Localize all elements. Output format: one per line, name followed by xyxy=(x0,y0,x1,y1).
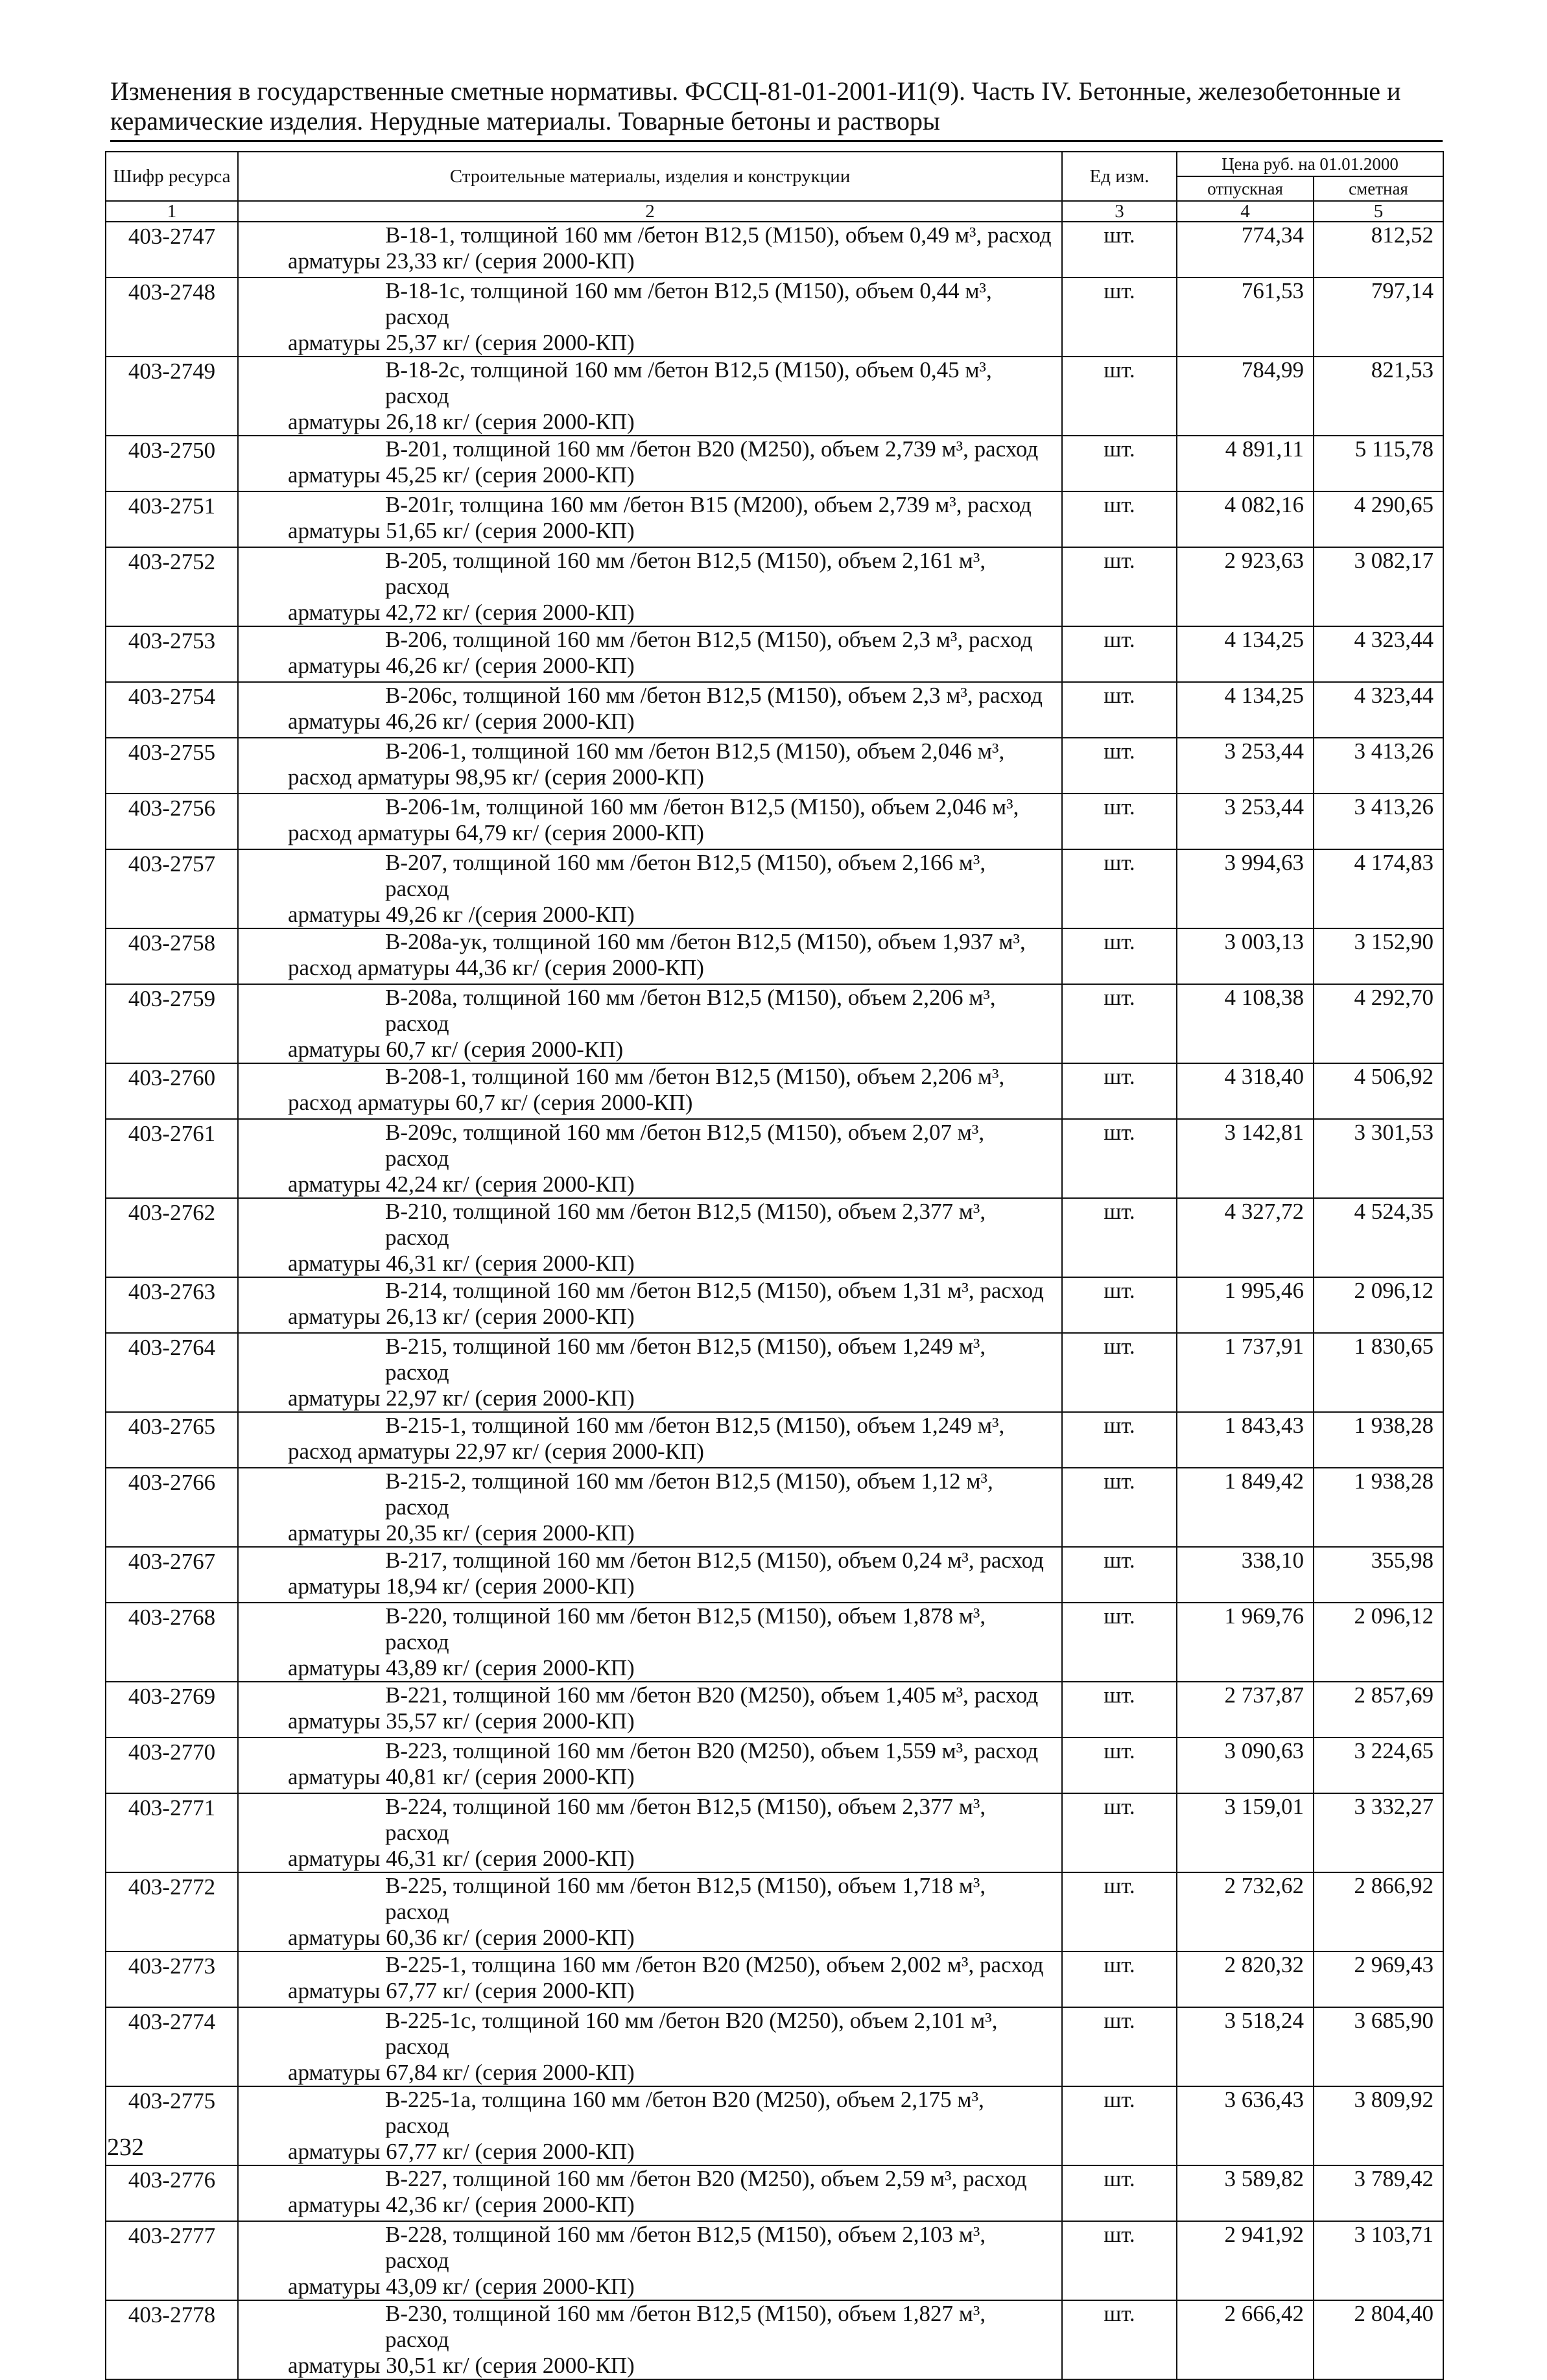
unit-of-measure: шт. xyxy=(1062,1333,1177,1412)
table-row xyxy=(106,928,1443,984)
description-line-2: арматуры 35,57 кг/ (серия 2000-КП) xyxy=(288,1708,635,1734)
resource-code: 403-2767 xyxy=(106,1547,238,1603)
unit-of-measure: шт. xyxy=(1062,2007,1177,2086)
resource-code: 403-2763 xyxy=(106,1277,238,1333)
table-row xyxy=(106,682,1443,738)
price-release: 774,34 xyxy=(1177,222,1314,277)
price-estimate: 3 082,17 xyxy=(1314,547,1443,626)
resource-code: 403-2751 xyxy=(106,491,238,547)
resource-code: 403-2774 xyxy=(106,2007,238,2086)
description-line-1: В-215-2, толщиной 160 мм /бетон В12,5 (М150), объем 1,12 м³, расход xyxy=(385,1468,993,1520)
price-estimate: 4 174,83 xyxy=(1314,849,1443,928)
unit-of-measure: шт. xyxy=(1062,357,1177,436)
column-number-row xyxy=(106,201,1443,222)
price-release: 2 737,87 xyxy=(1177,1682,1314,1738)
description-line-2: арматуры 42,72 кг/ (серия 2000-КП) xyxy=(288,600,635,625)
price-release: 2 820,32 xyxy=(1177,1951,1314,2007)
description-line-1: В-206, толщиной 160 мм /бетон В12,5 (М150), объем 2,3 м³, расход xyxy=(385,627,1033,652)
resource-code: 403-2762 xyxy=(106,1198,238,1277)
resource-code: 403-2750 xyxy=(106,436,238,491)
header-price-group: Цена руб. на 01.01.2000 xyxy=(1177,152,1443,176)
description-line-1: В-18-1с, толщиной 160 мм /бетон В12,5 (М150), объем 0,44 м³, расход xyxy=(385,278,992,329)
table-row xyxy=(106,1951,1443,2007)
table-row xyxy=(106,2165,1443,2221)
price-estimate: 3 152,90 xyxy=(1314,928,1443,984)
table-row xyxy=(106,2086,1443,2165)
resource-description xyxy=(238,1793,1062,1872)
resource-description xyxy=(238,928,1062,984)
price-estimate: 4 292,70 xyxy=(1314,984,1443,1063)
description-line-2: арматуры 45,25 кг/ (серия 2000-КП) xyxy=(288,462,635,488)
resource-code: 403-2772 xyxy=(106,1872,238,1951)
description-line-2: арматуры 51,65 кг/ (серия 2000-КП) xyxy=(288,518,635,543)
description-line-2: арматуры 26,18 кг/ (серия 2000-КП) xyxy=(288,409,635,434)
unit-of-measure: шт. xyxy=(1062,794,1177,849)
price-estimate: 3 685,90 xyxy=(1314,2007,1443,2086)
price-estimate: 3 809,92 xyxy=(1314,2086,1443,2165)
price-release: 1 843,43 xyxy=(1177,1412,1314,1468)
unit-of-measure: шт. xyxy=(1062,1198,1177,1277)
page-title: Изменения в государственные сметные нормативы. ФССЦ-81-01-2001-И1(9). Часть IV. Бетонные, железобетонные и керамические изделия. Нерудные материалы. Товарные бетоны и растворы xyxy=(110,77,1401,135)
description-line-2: расход арматуры 98,95 кг/ (серия 2000-КП) xyxy=(288,764,704,790)
table-row xyxy=(106,1119,1443,1198)
description-line-2: арматуры 60,36 кг/ (серия 2000-КП) xyxy=(288,1925,635,1950)
unit-of-measure: шт. xyxy=(1062,547,1177,626)
description-line-1: В-207, толщиной 160 мм /бетон В12,5 (М150), объем 2,166 м³, расход xyxy=(385,850,986,901)
price-release: 761,53 xyxy=(1177,277,1314,357)
description-line-2: арматуры 43,09 кг/ (серия 2000-КП) xyxy=(288,2274,635,2299)
price-release: 4 108,38 xyxy=(1177,984,1314,1063)
resource-code: 403-2747 xyxy=(106,222,238,277)
resource-description xyxy=(238,547,1062,626)
unit-of-measure: шт. xyxy=(1062,738,1177,794)
resource-code: 403-2756 xyxy=(106,794,238,849)
description-line-1: В-228, толщиной 160 мм /бетон В12,5 (М150), объем 2,103 м³, расход xyxy=(385,2222,986,2273)
header-price-estimate: сметная xyxy=(1314,176,1443,201)
price-release: 338,10 xyxy=(1177,1547,1314,1603)
resource-description xyxy=(238,2221,1062,2300)
price-estimate: 5 115,78 xyxy=(1314,436,1443,491)
page-number: 232 xyxy=(107,2134,144,2161)
resource-code: 403-2778 xyxy=(106,2300,238,2379)
description-line-2: арматуры 60,7 кг/ (серия 2000-КП) xyxy=(288,1037,624,1062)
description-line-1: В-223, толщиной 160 мм /бетон В20 (М250), объем 1,559 м³, расход xyxy=(385,1738,1039,1763)
price-estimate: 1 938,28 xyxy=(1314,1468,1443,1547)
resource-description xyxy=(238,2007,1062,2086)
description-line-1: В-225, толщиной 160 мм /бетон В12,5 (М150), объем 1,718 м³, расход xyxy=(385,1873,986,1924)
description-line-2: арматуры 40,81 кг/ (серия 2000-КП) xyxy=(288,1764,635,1789)
unit-of-measure: шт. xyxy=(1062,1603,1177,1682)
price-release: 3 253,44 xyxy=(1177,738,1314,794)
price-estimate: 3 413,26 xyxy=(1314,794,1443,849)
description-line-1: В-220, толщиной 160 мм /бетон В12,5 (М150), объем 1,878 м³, расход xyxy=(385,1603,986,1655)
table-row xyxy=(106,222,1443,277)
resource-code: 403-2749 xyxy=(106,357,238,436)
price-estimate: 355,98 xyxy=(1314,1547,1443,1603)
description-line-1: В-201, толщиной 160 мм /бетон В20 (М250), объем 2,739 м³, расход xyxy=(385,436,1039,462)
price-release: 3 142,81 xyxy=(1177,1119,1314,1198)
description-line-2: арматуры 26,13 кг/ (серия 2000-КП) xyxy=(288,1304,635,1329)
column-number: 3 xyxy=(1062,201,1177,222)
column-number: 1 xyxy=(106,201,238,222)
description-line-2: расход арматуры 60,7 кг/ (серия 2000-КП) xyxy=(288,1090,693,1115)
header-unit: Ед изм. xyxy=(1062,152,1177,201)
table-row xyxy=(106,1198,1443,1277)
table-row xyxy=(106,849,1443,928)
table-row xyxy=(106,357,1443,436)
column-number: 5 xyxy=(1314,201,1443,222)
description-line-2: расход арматуры 44,36 кг/ (серия 2000-КП) xyxy=(288,955,704,980)
price-estimate: 4 290,65 xyxy=(1314,491,1443,547)
description-line-2: арматуры 30,51 кг/ (серия 2000-КП) xyxy=(288,2353,635,2378)
price-estimate: 3 789,42 xyxy=(1314,2165,1443,2221)
description-line-1: В-215-1, толщиной 160 мм /бетон В12,5 (М150), объем 1,249 м³, xyxy=(385,1413,1005,1438)
price-release: 1 995,46 xyxy=(1177,1277,1314,1333)
description-line-1: В-230, толщиной 160 мм /бетон В12,5 (М150), объем 1,827 м³, расход xyxy=(385,2301,986,2352)
table-row xyxy=(106,1793,1443,1872)
unit-of-measure: шт. xyxy=(1062,1872,1177,1951)
description-line-1: В-208а-ук, толщиной 160 мм /бетон В12,5 (М150), объем 1,937 м³, xyxy=(385,929,1026,954)
description-line-2: арматуры 20,35 кг/ (серия 2000-КП) xyxy=(288,1520,635,1546)
price-estimate: 2 096,12 xyxy=(1314,1603,1443,1682)
resource-description xyxy=(238,984,1062,1063)
price-release: 3 589,82 xyxy=(1177,2165,1314,2221)
description-line-1: В-205, толщиной 160 мм /бетон В12,5 (М150), объем 2,161 м³, расход xyxy=(385,548,986,599)
resource-description xyxy=(238,1603,1062,1682)
description-line-2: расход арматуры 64,79 кг/ (серия 2000-КП) xyxy=(288,820,704,845)
table-row xyxy=(106,1412,1443,1468)
resource-code: 403-2764 xyxy=(106,1333,238,1412)
resource-description xyxy=(238,1119,1062,1198)
resource-description xyxy=(238,2165,1062,2221)
resource-code: 403-2748 xyxy=(106,277,238,357)
resource-description xyxy=(238,1951,1062,2007)
header-code: Шифр ресурса xyxy=(106,152,238,201)
price-release: 784,99 xyxy=(1177,357,1314,436)
price-estimate: 3 224,65 xyxy=(1314,1738,1443,1793)
description-line-2: арматуры 23,33 кг/ (серия 2000-КП) xyxy=(288,248,635,274)
resource-description xyxy=(238,277,1062,357)
resource-description xyxy=(238,222,1062,277)
resource-description xyxy=(238,2086,1062,2165)
description-line-1: В-225-1, толщина 160 мм /бетон В20 (М250), объем 2,002 м³, расход xyxy=(385,1952,1044,1977)
description-line-2: арматуры 46,31 кг/ (серия 2000-КП) xyxy=(288,1251,635,1276)
unit-of-measure: шт. xyxy=(1062,849,1177,928)
unit-of-measure: шт. xyxy=(1062,1119,1177,1198)
price-estimate: 2 857,69 xyxy=(1314,1682,1443,1738)
resource-price-table xyxy=(105,151,1444,2380)
description-line-1: В-206с, толщиной 160 мм /бетон В12,5 (М150), объем 2,3 м³, расход xyxy=(385,683,1043,708)
description-line-1: В-225-1а, толщина 160 мм /бетон В20 (М250), объем 2,175 м³, расход xyxy=(385,2087,984,2138)
description-line-1: В-206-1, толщиной 160 мм /бетон В12,5 (М150), объем 2,046 м³, xyxy=(385,738,1005,764)
description-line-2: арматуры 43,89 кг/ (серия 2000-КП) xyxy=(288,1655,635,1680)
price-release: 2 732,62 xyxy=(1177,1872,1314,1951)
resource-code: 403-2754 xyxy=(106,682,238,738)
resource-code: 403-2773 xyxy=(106,1951,238,2007)
description-line-2: арматуры 49,26 кг /(серия 2000-КП) xyxy=(288,902,635,927)
table-row xyxy=(106,984,1443,1063)
description-line-2: арматуры 42,24 кг/ (серия 2000-КП) xyxy=(288,1172,635,1197)
table-row xyxy=(106,436,1443,491)
description-line-1: В-215, толщиной 160 мм /бетон В12,5 (М150), объем 1,249 м³, расход xyxy=(385,1334,986,1385)
resource-description xyxy=(238,1277,1062,1333)
price-release: 4 082,16 xyxy=(1177,491,1314,547)
price-estimate: 2 096,12 xyxy=(1314,1277,1443,1333)
resource-code: 403-2760 xyxy=(106,1063,238,1119)
description-line-2: арматуры 22,97 кг/ (серия 2000-КП) xyxy=(288,1385,635,1411)
resource-code: 403-2753 xyxy=(106,626,238,682)
resource-code: 403-2757 xyxy=(106,849,238,928)
price-release: 3 994,63 xyxy=(1177,849,1314,928)
title-divider xyxy=(110,140,1443,142)
table-row xyxy=(106,626,1443,682)
description-line-1: В-18-2с, толщиной 160 мм /бетон В12,5 (М150), объем 0,45 м³, расход xyxy=(385,357,992,408)
unit-of-measure: шт. xyxy=(1062,1412,1177,1468)
resource-description xyxy=(238,738,1062,794)
description-line-2: арматуры 67,77 кг/ (серия 2000-КП) xyxy=(288,1978,635,2003)
price-estimate: 4 506,92 xyxy=(1314,1063,1443,1119)
resource-description xyxy=(238,1198,1062,1277)
table-row xyxy=(106,2007,1443,2086)
table-row xyxy=(106,1682,1443,1738)
price-release: 3 253,44 xyxy=(1177,794,1314,849)
description-line-1: В-201г, толщина 160 мм /бетон В15 (М200), объем 2,739 м³, расход xyxy=(385,492,1032,517)
price-release: 2 923,63 xyxy=(1177,547,1314,626)
unit-of-measure: шт. xyxy=(1062,1063,1177,1119)
resource-code: 403-2770 xyxy=(106,1738,238,1793)
unit-of-measure: шт. xyxy=(1062,682,1177,738)
table-row xyxy=(106,1063,1443,1119)
header-name: Строительные материалы, изделия и конструкции xyxy=(238,152,1062,201)
description-line-2: арматуры 25,37 кг/ (серия 2000-КП) xyxy=(288,330,635,355)
unit-of-measure: шт. xyxy=(1062,1277,1177,1333)
price-estimate: 1 830,65 xyxy=(1314,1333,1443,1412)
unit-of-measure: шт. xyxy=(1062,277,1177,357)
price-release: 4 134,25 xyxy=(1177,682,1314,738)
price-estimate: 2 804,40 xyxy=(1314,2300,1443,2379)
resource-code: 403-2755 xyxy=(106,738,238,794)
description-line-2: арматуры 46,26 кг/ (серия 2000-КП) xyxy=(288,709,635,734)
table-row xyxy=(106,1468,1443,1547)
resource-code: 403-2765 xyxy=(106,1412,238,1468)
header-price-release: отпускная xyxy=(1177,176,1314,201)
description-line-1: В-214, толщиной 160 мм /бетон В12,5 (М150), объем 1,31 м³, расход xyxy=(385,1278,1044,1303)
resource-description xyxy=(238,1682,1062,1738)
resource-code: 403-2758 xyxy=(106,928,238,984)
table-row xyxy=(106,1277,1443,1333)
resource-description xyxy=(238,1872,1062,1951)
description-line-2: арматуры 46,26 кг/ (серия 2000-КП) xyxy=(288,653,635,678)
description-line-2: арматуры 67,77 кг/ (серия 2000-КП) xyxy=(288,2139,635,2164)
unit-of-measure: шт. xyxy=(1062,2165,1177,2221)
unit-of-measure: шт. xyxy=(1062,1738,1177,1793)
unit-of-measure: шт. xyxy=(1062,1793,1177,1872)
price-estimate: 3 413,26 xyxy=(1314,738,1443,794)
description-line-2: расход арматуры 22,97 кг/ (серия 2000-КП) xyxy=(288,1439,704,1464)
price-release: 4 318,40 xyxy=(1177,1063,1314,1119)
description-line-1: В-206-1м, толщиной 160 мм /бетон В12,5 (М150), объем 2,046 м³, xyxy=(385,794,1019,819)
resource-description xyxy=(238,1333,1062,1412)
resource-code: 403-2769 xyxy=(106,1682,238,1738)
resource-code: 403-2776 xyxy=(106,2165,238,2221)
table-row xyxy=(106,1738,1443,1793)
resource-description xyxy=(238,1412,1062,1468)
price-release: 1 969,76 xyxy=(1177,1603,1314,1682)
table-row xyxy=(106,738,1443,794)
price-estimate: 4 323,44 xyxy=(1314,626,1443,682)
description-line-2: арматуры 18,94 кг/ (серия 2000-КП) xyxy=(288,1573,635,1599)
price-estimate: 812,52 xyxy=(1314,222,1443,277)
price-estimate: 3 301,53 xyxy=(1314,1119,1443,1198)
description-line-1: В-224, толщиной 160 мм /бетон В12,5 (М150), объем 2,377 м³, расход xyxy=(385,1794,986,1845)
resource-description xyxy=(238,682,1062,738)
resource-description xyxy=(238,491,1062,547)
description-line-1: В-208а, толщиной 160 мм /бетон В12,5 (М150), объем 2,206 м³, расход xyxy=(385,985,996,1036)
price-estimate: 821,53 xyxy=(1314,357,1443,436)
description-line-1: В-221, толщиной 160 мм /бетон В20 (М250), объем 1,405 м³, расход xyxy=(385,1682,1039,1708)
price-estimate: 4 524,35 xyxy=(1314,1198,1443,1277)
resource-description xyxy=(238,2300,1062,2379)
unit-of-measure: шт. xyxy=(1062,436,1177,491)
price-release: 3 159,01 xyxy=(1177,1793,1314,1872)
unit-of-measure: шт. xyxy=(1062,1951,1177,2007)
unit-of-measure: шт. xyxy=(1062,2221,1177,2300)
price-release: 4 327,72 xyxy=(1177,1198,1314,1277)
unit-of-measure: шт. xyxy=(1062,491,1177,547)
price-estimate: 3 103,71 xyxy=(1314,2221,1443,2300)
resource-description xyxy=(238,1547,1062,1603)
description-line-1: В-225-1с, толщиной 160 мм /бетон В20 (М250), объем 2,101 м³, расход xyxy=(385,2008,998,2059)
resource-code: 403-2761 xyxy=(106,1119,238,1198)
resource-code: 403-2775 xyxy=(106,2086,238,2165)
table-row xyxy=(106,2221,1443,2300)
resource-code: 403-2768 xyxy=(106,1603,238,1682)
column-number: 2 xyxy=(238,201,1062,222)
description-line-1: В-210, толщиной 160 мм /бетон В12,5 (М150), объем 2,377 м³, расход xyxy=(385,1199,986,1250)
price-release: 1 849,42 xyxy=(1177,1468,1314,1547)
unit-of-measure: шт. xyxy=(1062,1682,1177,1738)
resource-description xyxy=(238,626,1062,682)
table-row xyxy=(106,794,1443,849)
price-release: 3 636,43 xyxy=(1177,2086,1314,2165)
resource-code: 403-2759 xyxy=(106,984,238,1063)
price-release: 3 090,63 xyxy=(1177,1738,1314,1793)
resource-description xyxy=(238,1063,1062,1119)
description-line-2: арматуры 42,36 кг/ (серия 2000-КП) xyxy=(288,2192,635,2217)
description-line-2: арматуры 67,84 кг/ (серия 2000-КП) xyxy=(288,2060,635,2085)
unit-of-measure: шт. xyxy=(1062,928,1177,984)
price-release: 1 737,91 xyxy=(1177,1333,1314,1412)
unit-of-measure: шт. xyxy=(1062,984,1177,1063)
table-row xyxy=(106,491,1443,547)
price-release: 2 941,92 xyxy=(1177,2221,1314,2300)
price-release: 3 003,13 xyxy=(1177,928,1314,984)
resource-code: 403-2771 xyxy=(106,1793,238,1872)
resource-code: 403-2752 xyxy=(106,547,238,626)
unit-of-measure: шт. xyxy=(1062,1547,1177,1603)
resource-description xyxy=(238,436,1062,491)
resource-code: 403-2777 xyxy=(106,2221,238,2300)
resource-code: 403-2766 xyxy=(106,1468,238,1547)
price-estimate: 1 938,28 xyxy=(1314,1412,1443,1468)
unit-of-measure: шт. xyxy=(1062,222,1177,277)
table-row xyxy=(106,2300,1443,2379)
price-estimate: 2 969,43 xyxy=(1314,1951,1443,2007)
unit-of-measure: шт. xyxy=(1062,2086,1177,2165)
price-estimate: 3 332,27 xyxy=(1314,1793,1443,1872)
resource-description xyxy=(238,849,1062,928)
price-release: 3 518,24 xyxy=(1177,2007,1314,2086)
resource-description xyxy=(238,794,1062,849)
description-line-1: В-227, толщиной 160 мм /бетон В20 (М250), объем 2,59 м³, расход xyxy=(385,2166,1027,2191)
price-estimate: 4 323,44 xyxy=(1314,682,1443,738)
price-release: 4 134,25 xyxy=(1177,626,1314,682)
table-row xyxy=(106,1872,1443,1951)
table-body xyxy=(106,222,1443,2379)
description-line-1: В-208-1, толщиной 160 мм /бетон В12,5 (М150), объем 2,206 м³, xyxy=(385,1064,1005,1089)
description-line-1: В-217, толщиной 160 мм /бетон В12,5 (М150), объем 0,24 м³, расход xyxy=(385,1548,1044,1573)
resource-description xyxy=(238,1468,1062,1547)
description-line-1: В-18-1, толщиной 160 мм /бетон В12,5 (М150), объем 0,49 м³, расход xyxy=(385,222,1052,248)
unit-of-measure: шт. xyxy=(1062,2300,1177,2379)
unit-of-measure: шт. xyxy=(1062,626,1177,682)
table-row xyxy=(106,547,1443,626)
description-line-2: арматуры 46,31 кг/ (серия 2000-КП) xyxy=(288,1846,635,1871)
price-estimate: 2 866,92 xyxy=(1314,1872,1443,1951)
column-number: 4 xyxy=(1177,201,1314,222)
price-release: 2 666,42 xyxy=(1177,2300,1314,2379)
price-estimate: 797,14 xyxy=(1314,277,1443,357)
description-line-1: В-209с, толщиной 160 мм /бетон В12,5 (М150), объем 2,07 м³, расход xyxy=(385,1120,985,1171)
price-release: 4 891,11 xyxy=(1177,436,1314,491)
resource-description xyxy=(238,357,1062,436)
table-row xyxy=(106,1333,1443,1412)
resource-description xyxy=(238,1738,1062,1793)
table-row xyxy=(106,1603,1443,1682)
unit-of-measure: шт. xyxy=(1062,1468,1177,1547)
table-row xyxy=(106,277,1443,357)
table-row xyxy=(106,1547,1443,1603)
